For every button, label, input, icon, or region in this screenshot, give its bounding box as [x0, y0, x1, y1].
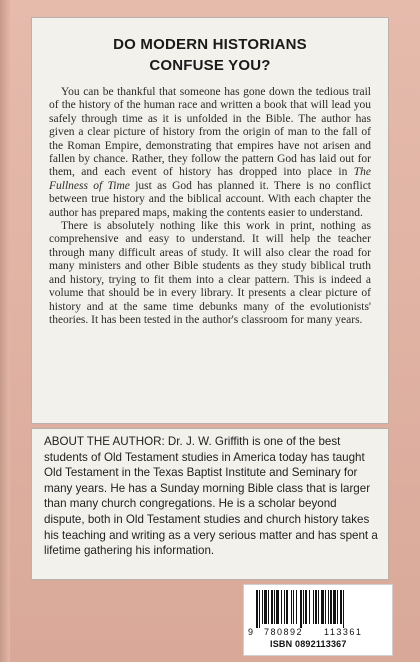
- barcode-bar: [262, 590, 263, 624]
- description-panel: [31, 17, 389, 424]
- barcode-bar: [291, 590, 292, 624]
- barcode-bar: [330, 590, 332, 624]
- barcode-bar: [264, 590, 267, 624]
- barcode-bar: [328, 590, 329, 624]
- barcode-bar: [337, 590, 338, 624]
- barcode-bar: [274, 590, 275, 624]
- barcode-bar: [321, 590, 324, 624]
- barcode-digits-right: 113361: [324, 627, 363, 637]
- barcode-label: [243, 584, 393, 656]
- barcode-bar: [305, 590, 307, 624]
- isbn-number: ISBN 0892113367: [270, 639, 347, 649]
- about-author-text: ABOUT THE AUTHOR: Dr. J. W. Griffith is one of the best students of Old Testament studies in America today has taught Old Testament in the Texas Baptist Institute and Seminary for many years. He has a Sunday morning Bible class that is larger than many church congregations. He is a scholar beyond dispute, both in Old Testament studies and church history takes his teaching and writing as a very serious matter and has spent a lifetime gathering his information.: [44, 435, 378, 558]
- barcode-bar: [315, 590, 317, 624]
- barcode-bars: [252, 590, 386, 628]
- paragraph-1-text-a: You can be thankful that someone has gone down the tedious trail of the history of the human race and written a book that will lead you safely through time as it is unfolded in the Bible. The author has given a clear picture of history from the origin of man to the fall of the Roman Empire, demonstrating that empires have not arisen and fallen by chance. Rather, they follow the pattern God has laid out for them, and each event of history has dropped into place in: [49, 86, 371, 179]
- barcode-bar: [281, 590, 282, 624]
- barcode-bar: [256, 590, 258, 628]
- barcode-bar: [271, 590, 273, 624]
- barcode-bar: [313, 590, 314, 624]
- paragraph-1-text-b: just as God has planned it. There is no conflict between true history and the biblical account. With each chapter the author has prepared maps, making the contents easier to understand.: [49, 179, 371, 219]
- barcode-bar: [333, 590, 336, 624]
- about-author-panel: [31, 428, 389, 580]
- barcode-bar: [259, 590, 260, 628]
- barcode-bar: [296, 590, 297, 624]
- barcode-bar: [293, 590, 294, 624]
- barcode-bar: [325, 590, 326, 624]
- description-paragraph-1: [49, 86, 371, 220]
- barcode-bar: [303, 590, 304, 624]
- barcode-bar: [343, 590, 344, 628]
- barcode-bar: [318, 590, 319, 624]
- cover-spine-edge: [0, 0, 10, 662]
- headline-line-1: DO MODERN HISTORIANS: [113, 36, 307, 53]
- barcode-bar: [300, 590, 302, 628]
- barcode-digits-left: 780892: [264, 627, 304, 637]
- barcode-bar: [268, 590, 269, 624]
- book-title-italic: The Fullness of Time: [49, 166, 371, 192]
- barcode-digit-first: 9: [248, 627, 254, 637]
- headline: [49, 34, 371, 76]
- barcode-bar: [284, 590, 285, 624]
- barcode-bar: [286, 590, 288, 624]
- barcode-bar: [276, 590, 279, 624]
- headline-line-2: CONFUSE YOU?: [149, 57, 271, 74]
- description-paragraph-2: There is absolutely nothing like this work in print, nothing as comprehensive and easy to understand. It will help the teacher through many difficult areas of study. It will also clear the road for many ministers and other Bible students as they study biblical truth and history, trying to fit them into a clear pattern. This is indeed a volume that should be in every library. It presents a clear picture of history and at the same time debunks many of the evolutionists' theories. It has been tested in the author's classroom for many years.: [49, 220, 371, 326]
- barcode-bar: [340, 590, 342, 624]
- barcode-bar: [309, 590, 310, 624]
